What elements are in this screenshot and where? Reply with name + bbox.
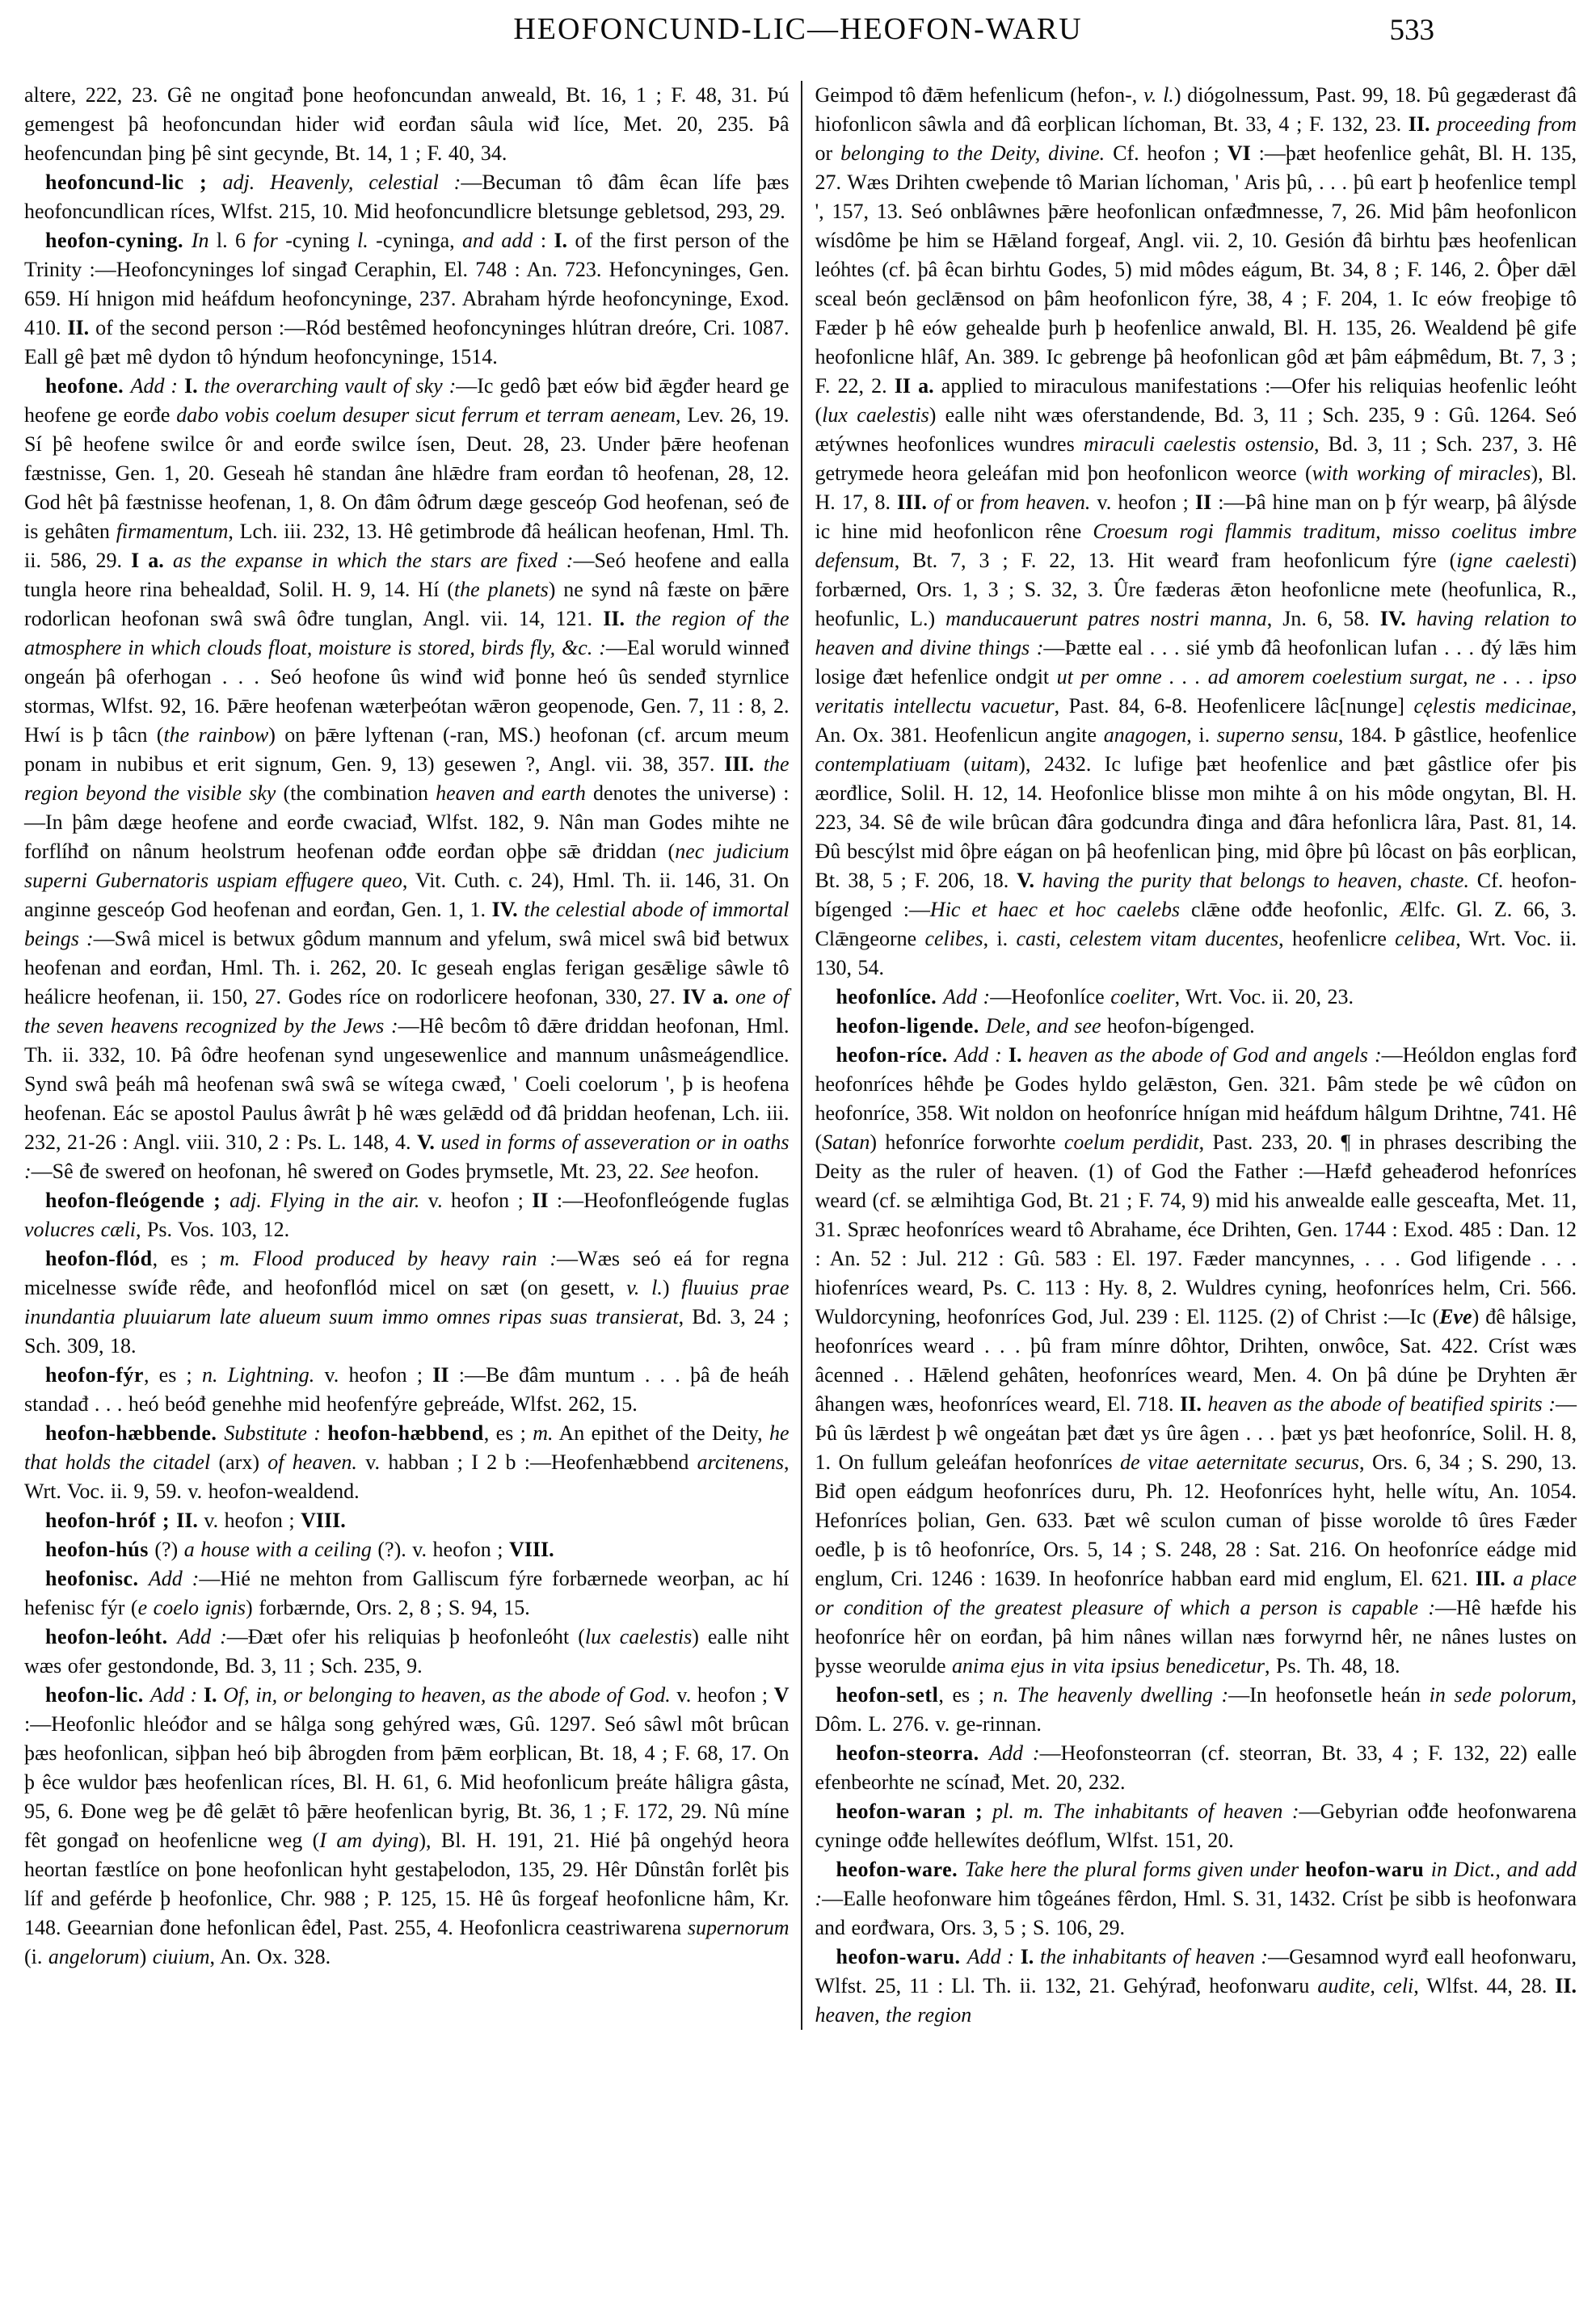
dictionary-entry (24, 372, 790, 1186)
sense-number: V. (416, 1130, 441, 1154)
text-run: —Đæt ofer his reliquias þ heofonleóht ( (226, 1625, 585, 1648)
text-run: , es ; (938, 1683, 993, 1707)
italic-text-run: m. (533, 1421, 554, 1445)
text-run: , Lch. iii. 232, 13. Hê getimbrode đâ heálican heofenan, Hml. Th. ii. 586, 29. (24, 520, 790, 572)
italic-text-run: coeliter (1110, 985, 1175, 1008)
text-run: , Past. 233, 20. ¶ in phrases describing the Deity as the ruler of heaven. (1) of God the Father :—Hæfđ geheađerod hefonríces weard (cf. se ælmihtiga God, Bt. 21 ; F. 74, 9) mid his anwealde ealle gesceafta, Met. 11, 31. Spræc heofonríces weard tô Abrahame, éce Drihten, Gen. 1744 : Exod. 485 : Dan. 12 : An. 52 : Jul. 212 : Gû. 583 : El. 197. Fæder mancynnes, . . . God lifigende . . . hiofenríces weard, Ps. C. 113 : Hy. 8, 2. Wuldres cyning, heofonríces helm, Cri. 566. Wuldorcyning, heofonríces God, Jul. 239 : El. 1125. (2) of Christ :—Ic ( (815, 1130, 1577, 1328)
italic-text-run: In (191, 229, 217, 252)
dictionary-entry (815, 1855, 1577, 1943)
text-run: , es ; (152, 1247, 220, 1270)
italic-text-run: Add : (177, 1625, 227, 1648)
text-run: —Hê hæfde his heofonríce hêr on eorđan, þâ him nânes willan næs forwyrnd hêr, ne nânes lustes on þysse weorulde (815, 1596, 1577, 1677)
italic-text-run: Take here the plural forms given under (964, 1858, 1306, 1881)
italic-text-run: v. l. (1143, 83, 1174, 107)
italic-text-run: pl. m. The inhabitants of heaven : (992, 1800, 1299, 1823)
italic-text-run: nec judicium superni Gubernatoris uspiam effugere queo (24, 840, 790, 892)
italic-text-run: anima ejus in vita ipsius benedicetur (952, 1654, 1265, 1677)
headword: heofon-waru (1305, 1858, 1431, 1881)
text-run: of the second person :—Ród bestêmed heofoncyninges hlútran dreóre, Cri. 1087. Eall gê þæt mê dydon tô hýndum heofoncyninge, 1514. (24, 316, 790, 368)
italic-text-run: Add : (148, 1567, 200, 1590)
italic-text-run: celibea (1395, 927, 1456, 950)
text-run: :—Heofonlic hleóđor and se hâlga song gehýred wæs, Gû. 1297. Seó sâwl môt brûcan þæs heofonlican, siþþan heó biþ âbrogden from þǣm eorþlican, Bt. 18, 4 ; F. 68, 17. On þ êce wuldor þæs heofenlican ríces, Bl. H. 61, 6. Mid heofonlicum þreáte hâligra gâsta, 95, 6. Đone weg þe đê gelǣt tô þǣre heofenlican byrig, Bt. 36, 1 ; F. 172, 29. Nû míne fêt gongađ on heofenlicne weg ( (24, 1712, 790, 1852)
italic-text-run: Add : (966, 1945, 1021, 1968)
entry-continuation (815, 81, 1577, 983)
headword: heofon-hæbbende. (45, 1421, 225, 1445)
text-run: —Seó heofene and ealla tungla heore rina behealdađ, Solil. H. 9, 14. Hí ( (24, 549, 790, 601)
dictionary-entry (815, 1041, 1577, 1681)
text-run: , Bd. 3, 11 ; Sch. 237, 3. Hê getrymede heora geleáfan mid þon heofonlicon weorce ( (815, 432, 1577, 485)
right-column (801, 81, 1577, 2030)
text-run: , Dôm. L. 276. v. ge-rinnan. (815, 1683, 1577, 1736)
italic-text-run: the region of the atmosphere in which clouds float, moisture is stored, birds fly, &c. : (24, 607, 790, 659)
headword: heofon-hæbbend (327, 1421, 484, 1445)
italic-text-run: v. l. (626, 1276, 663, 1299)
text-run: heofon-bígenged. (1107, 1014, 1255, 1038)
italic-text-run: the inhabitants of heaven : (1040, 1945, 1269, 1968)
text-run: , Ors. 6, 34 ; S. 290, 13. Biđ open eádgum heofonríces duru, Ph. 12. Heofonríces hyht, helle wítu, An. 1054. Hefonríces þolian, Gen. 633. Þæt wê sculon cuman of þisse worolde tô ûres Fæder oeđle, þ is tô heofonríce, Ors. 5, 14 ; S. 248, 28 : Sat. 216. On heofonríce eádge mid englum, Cri. 1246 : 1639. In heofonríce habban eard mid englum, El. 621. (815, 1450, 1577, 1590)
text-run: —Wæs seó eá for regna micelnesse swíđe rêđe, and heofonflód micel on sæt (on gesett, (24, 1247, 790, 1299)
italic-text-run: and add (462, 229, 541, 252)
italic-text-run: uitam (971, 752, 1019, 776)
italic-text-run: in Dict., and add : (815, 1858, 1577, 1910)
page-number: 533 (1389, 14, 1434, 47)
text-run: ) ne synd nâ fæste on þǣre rodorlican heofonan swâ swâ ôđre tunglan, Angl. vii. 14, 121. (24, 578, 790, 630)
italic-text-run: cęlestis medicinae (1413, 694, 1572, 718)
italic-text-run: angelorum (48, 1945, 140, 1968)
sense-number: I. (203, 1683, 224, 1707)
text-run: , Ps. Th. 48, 18. (1265, 1654, 1400, 1677)
italic-text-run: of heaven. (267, 1450, 357, 1474)
italic-text-run: l. (357, 229, 377, 252)
text-run: v. heofon ; (670, 1683, 774, 1707)
text-run: applied to miraculous manifestations :—Ofer his reliquias heofenlic leóht ( (815, 374, 1577, 427)
sense-number: VIII. (508, 1538, 554, 1561)
italic-text-run: n. The heavenly dwelling : (992, 1683, 1229, 1707)
italic-text-run: heaven as the abode of God and angels : (1028, 1043, 1382, 1067)
italic-text-run: contemplatiuam (815, 752, 951, 776)
text-run: denotes the universe) :—In þâm dæge heofene and eorđe cwaciađ, Wlfst. 182, 9. Nân man Godes mihte ne forflíhđ on nânum heolstrum heofenan ođđe eorđan oþþe sǣ đriddan ( (24, 781, 790, 863)
italic-text-run: Dele, and see (985, 1014, 1108, 1038)
text-run: :—Heofonfleógende fuglas (548, 1189, 790, 1212)
text-run: , An. Ox. 381. Heofenlicun angite (815, 694, 1577, 747)
sense-number: II. (1555, 1974, 1577, 1997)
sense-number: I. (554, 229, 575, 252)
text-run: , i. (983, 927, 1017, 950)
italic-text-run: ciuium (152, 1945, 210, 1968)
italic-text-run: he that holds the citadel (24, 1421, 790, 1474)
italic-text-run: from heaven. (980, 490, 1091, 514)
italic-text-run: Add : (130, 374, 185, 398)
italic-text-run: igne caelesti (1456, 549, 1570, 572)
text-run: (?). v. heofon ; (371, 1538, 509, 1561)
text-run: —Hê becôm tô đǣre đriddan heofonan, Hml. Th. ii. 332, 10. Þâ ôđre heofenan synd ungesewenlice and mannum unâsmeágendlice. Synd swâ þeáh mâ heofenan swâ swâ se wítega cwæđ, ' Coeli coelorum ', þ is heofena heofenan. Eác se apostol Paulus âwrât þ hê wæs gelǣdd ođ đâ þriddan heofenan, Lch. iii. 232, 21-26 : Angl. viii. 310, 2 : Ps. L. 148, 4. (24, 1014, 790, 1154)
text-run: (i. (24, 1945, 48, 1968)
text-run: ) (662, 1276, 682, 1299)
sense-number: III. (724, 752, 764, 776)
headword: heofon-leóht. (45, 1625, 178, 1648)
italic-text-run: a house with a ceiling (183, 1538, 372, 1561)
text-run: , Past. 84, 6-8. Heofenlicere lâc[nunge] (1054, 694, 1414, 718)
text-run: , heofenlicre (1278, 927, 1396, 950)
text-run: —Heofonsteorran (cf. steorran, Bt. 33, 4 ; F. 132, 22) ealle efenbeorhte ne scínađ, Met. 20, 232. (815, 1741, 1577, 1794)
text-columns (0, 74, 1596, 2030)
text-run: —Sê đe sweređ on heofonan, hê sweređ on Godes þrymsetle, Mt. 23, 22. (31, 1160, 661, 1183)
sense-number: IV a. (682, 985, 735, 1008)
headword: heofonisc. (45, 1567, 149, 1590)
italic-text-run: the planets (453, 578, 549, 601)
italic-text-run: adj. Flying in the air. (230, 1189, 420, 1212)
headword: heofon-ware. (836, 1858, 965, 1881)
italic-text-run: Satan (822, 1130, 870, 1154)
text-run: —Ic gedô þæt eów biđ ǣgđer heard ge heofene ge eorđe (24, 374, 790, 427)
italic-text-run: arcitenens (697, 1450, 785, 1474)
text-run: of the first person of the Trinity :—Heofoncyninges lof singađ Ceraphin, El. 748 : An. 723. Hefoncyninges, Gen. 659. Hí hnigon mid heáfdum heofoncyninge, 237. Abraham hýrde heofoncyninge, Exod. 410. (24, 229, 790, 339)
italic-text-run: the celestial abode of immortal beings : (24, 898, 790, 950)
sense-number: V. (1017, 869, 1042, 892)
text-run: ), Bl. H. 17, 8. (815, 461, 1577, 514)
dictionary-entry (815, 1943, 1577, 2030)
italic-text-run: having relation to heaven and divine things : (815, 607, 1577, 659)
text-run: ) forbærned, Ors. 1, 3 ; S. 32, 3. Ûre fæderas ǣton heofonlicne mete (heofunlica, R., heofunlic, L.) (815, 549, 1577, 630)
text-run: , Wrt. Voc. ii. 20, 23. (1174, 985, 1354, 1008)
italic-text-run: heaven and earth (436, 781, 586, 805)
sense-number: II. (67, 316, 96, 339)
headword: heofon-waru. (836, 1945, 967, 1968)
italic-text-run: celibes (924, 927, 983, 950)
dictionary-entry (24, 1681, 790, 1972)
sense-number: II. (1180, 1392, 1208, 1416)
text-run: Cf. heofon ; (1105, 141, 1228, 165)
text-run: —Þætte eal . . . sié ymb đâ heofonlican lufan . . . đý lǣs him losige đæt hefenlice ondgit (815, 636, 1577, 688)
dictionary-entry (815, 1797, 1577, 1855)
italic-text-run: manducauerunt patres nostri manna (945, 607, 1267, 630)
italic-text-run: volucres cæli (24, 1218, 136, 1241)
sense-number: II (532, 1189, 549, 1212)
text-run: , Wrt. Voc. ii. 9, 59. v. heofon-wealdend. (24, 1450, 790, 1503)
headword: heofon-ligende. (836, 1014, 986, 1038)
dictionary-entry (815, 983, 1577, 1012)
text-run: , 184. Þ gâstlice, heofenlice (1337, 723, 1577, 747)
text-run: ) ealle niht wæs oferstandende, Bd. 3, 11 ; Sch. 235, 9 : Gû. 1264. Seó ætýwnes heofonlices wundres (815, 403, 1577, 456)
left-column (24, 81, 801, 2030)
italic-text-run: m. Flood produced by heavy rain : (219, 1247, 558, 1270)
text-run: —Becuman tô đâm êcan lífe þæs heofoncundlican ríces, Wlfst. 215, 10. Mid heofoncundlicre bletsunge gebletsod, 293, 29. (24, 170, 790, 223)
text-run: heofon. (695, 1160, 760, 1183)
text-run: , An. Ox. 328. (209, 1945, 331, 1968)
headword: heofon-hróf ; (45, 1509, 177, 1532)
dictionary-entry (24, 1564, 790, 1623)
text-run: , i. (1186, 723, 1217, 747)
italic-text-run: for (253, 229, 286, 252)
italic-text-run: Hic et haec et hoc caelebs (929, 898, 1181, 921)
text-run: , Ps. Vos. 103, 12. (135, 1218, 290, 1241)
entry-continuation (24, 81, 790, 168)
italic-text-run: the overarching vault of sky : (204, 374, 457, 398)
italic-text-run: used in forms of asseveration or in oaths : (24, 1130, 790, 1183)
text-run: ) đê hâlsige, heofonríces weard . . . þû fram mínre dôhtor, Drihten, onwôce, Sat. 422. Críst wæs âcenned . . Hǣlend gehâten, heofonríces weard, Men. 4. On þâ dúne þe Dryhten ǣr âhangen wæs, heofonríces weard, El. 718. (815, 1305, 1577, 1416)
sense-number: III. (1475, 1567, 1514, 1590)
text-run: ) forbærnde, Ors. 2, 8 ; S. 94, 15. (246, 1596, 530, 1619)
italic-text-run: audite, celi (1317, 1974, 1414, 1997)
headword: heofon-steorra. (836, 1741, 990, 1765)
headword: heofon-fleógende ; (45, 1189, 230, 1212)
text-run: , Wrt. Voc. ii. 130, 54. (815, 927, 1577, 979)
italic-text-run: Add : (149, 1683, 204, 1707)
text-run: :—Þâ hine man on þ fýr wearp, þâ âlýsde ic hine mid heofonlicon rêne (815, 490, 1577, 543)
italic-text-run: Of, in, or belonging to heaven, as the abode of God. (223, 1683, 671, 1707)
text-run: —Gesamnod wyrđ eall heofonwaru, Wlfst. 25, 11 : Ll. Th. ii. 132, 21. Gehýrađ, heofonwaru (815, 1945, 1577, 1997)
italic-text-run: with working of miracles (1312, 461, 1531, 485)
dictionary-entry (24, 1535, 790, 1564)
dictionary-entry (24, 1419, 790, 1506)
text-run: —Ealle heofonware him tôgeánes fêrdon, Hml. S. 31, 1432. Críst þe sibb is heofonwara and eorđwara, Ors. 3, 5 ; S. 106, 29. (815, 1887, 1577, 1939)
text-run: , Bt. 7, 3 ; F. 22, 13. Hit wearđ fram heofonlicum fýre ( (894, 549, 1457, 572)
sense-number: II. (603, 607, 636, 630)
italic-text-run: proceeding from (1437, 112, 1577, 136)
text-run: ) ealle niht wæs ofer gestondonde, Bd. 3, 11 ; Sch. 235, 9. (24, 1625, 790, 1677)
italic-text-run: one of the seven heavens recognized by the Jews : (24, 985, 790, 1038)
text-run: Cf. heofon-bígenged :— (815, 869, 1577, 921)
italic-text-run: e coelo ignis (137, 1596, 246, 1619)
text-run: ) hefonríce forworhte (870, 1130, 1064, 1154)
text-run: —Swâ micel is betwux gôdum mannum and yfelum, swâ micel swâ biđ betwux heofenan and eorđan, Hml. Th. i. 262, 20. Ic geseah englas ferigan gesǣlige sâwle tô heálicre heofenan, ii. 150, 27. Godes ríce on rodorlicere heofonan, 330, 27. (24, 927, 790, 1008)
italic-text-run: lux caelestis (822, 403, 929, 427)
text-run: v. habban ; I 2 b :—Heofenhæbbend (356, 1450, 697, 1474)
italic-text-run: lux caelestis (584, 1625, 693, 1648)
running-title: HEOFONCUND-LIC—HEOFON-WARU (513, 12, 1083, 46)
dictionary-entry (24, 226, 790, 372)
sense-number: I. (1008, 1043, 1029, 1067)
italic-text-run: n. Lightning. (201, 1363, 315, 1387)
text-run: , Bd. 3, 24 ; Sch. 309, 18. (24, 1305, 790, 1358)
dictionary-entry (24, 1623, 790, 1681)
text-run: Geimpod tô đǣm hefenlicum (hefon-, (815, 83, 1144, 107)
italic-text-run: anagogen (1103, 723, 1187, 747)
text-run: ) on þǣre lyftenan (-ran, MS.) heofonan (cf. arcum meum ponam in nubibus et erit signum, Gen. 9, 13) gesewen ?, Angl. vii. 38, 357. (24, 723, 790, 776)
text-run: (arx) (210, 1450, 268, 1474)
dictionary-entry (24, 1361, 790, 1419)
sense-number: IV. (491, 898, 524, 921)
text-run: altere, 222, 23. Gê ne ongitađ þone heofoncundan anweald, Bt. 16, 1 ; F. 48, 31. Þú gemengest þâ heofoncundan hider wiđ eorđan sâula wiđ líce, Met. 20, 235. Þâ heofencundan þing þê sint gecynde, Bt. 14, 1 ; F. 40, 34. (24, 83, 790, 165)
dictionary-entry (815, 1012, 1577, 1041)
text-run: —Heofonlíce (990, 985, 1111, 1008)
italic-text-run: Add : (943, 985, 991, 1008)
text-run: : (540, 229, 554, 252)
sense-number: I. (1020, 1945, 1041, 1968)
sense-number: VI (1227, 141, 1251, 165)
sense-number: II (1194, 490, 1212, 514)
headword: heofon-fýr (45, 1363, 144, 1387)
italic-text-run: firmamentum (116, 520, 229, 543)
italic-text-run: a place or condition of the greatest pleasure of which a person is capable : (815, 1567, 1577, 1619)
headword: heofon-ríce. (836, 1043, 955, 1067)
italic-text-run: Add : (989, 1741, 1040, 1765)
italic-text-run: dabo vobis coelum desuper sicut ferrum et terram aeneam (176, 403, 676, 427)
text-run: :—þæt heofenlice gehât, Bl. H. 135, 27. Wæs Drihten cweþende tô Marian líchoman, ' Aris þû, . . . þû eart þ heofenlice templ ', 157, 13. Seó onblâwnes þǣre heofonlican onfæđmnesse, 7, 26. Mid þâm heofonlicon wísdôme þe him se Hǣland forgeaf, Angl. vii. 2, 10. Gesión đâ birhtu þæs heofenlican leóhtes (cf. þâ êcan birhtu Godes, 5) mid môdes eágum, Bt. 34, 8 ; F. 146, 2. Ôþer dǣl sceal beón geclǣnsod on þâm heofonlicon fýre, 38, 4 ; F. 204, 1. Ic eów freoþige tô Fæder þ hê eów gehealde þurh þ heofenlice anwald, Bl. H. 135, 26. Wealdend þê gife heofonlicne hlâf, An. 389. Ic gebrenge þâ heofonlican gôd æt þâm eáþmêdum, Bt. 7, 3 ; F. 22, 2. (815, 141, 1577, 398)
text-run: —In heofonsetle heán (1228, 1683, 1430, 1707)
text-run: or (956, 490, 981, 514)
text-run: , es ; (483, 1421, 533, 1445)
bold-italic-text-run: Eve (1439, 1305, 1472, 1328)
italic-text-run: See (660, 1160, 696, 1183)
italic-text-run: fluuius prae inundantia pluuiarum late alueum suum immo omnes ripas suas transierat (24, 1276, 790, 1328)
italic-text-run: I am dying (319, 1829, 419, 1852)
text-run: (?) (148, 1538, 184, 1561)
text-run: ) (139, 1945, 153, 1968)
italic-text-run: Substitute : (224, 1421, 328, 1445)
italic-text-run: casti, celestem vitam ducentes (1016, 927, 1279, 950)
text-run: (the combination (276, 781, 436, 805)
italic-text-run: adj. Heavenly, celestial : (222, 170, 461, 194)
sense-number: III. (897, 490, 933, 514)
italic-text-run: supernorum (687, 1916, 790, 1939)
text-run: v. heofon ; (419, 1189, 533, 1212)
sense-number: II (432, 1363, 449, 1387)
text-run: —Heóldon englas forđ heofonríces hêhđe þe Godes hyldo gelǣston, Gen. 321. Þâm stede þe wê cûđon on heofonríce, 358. Wit noldon on heofonríce hnígan mid heáfdum hâlgum Drihtne, 741. Hê ( (815, 1043, 1577, 1154)
italic-text-run: Add : (954, 1043, 1009, 1067)
text-run: clǣne ođđe heofonlic, Ælfc. Gl. Z. 66, 3. Clǣngeorne (815, 898, 1577, 950)
italic-text-run: as the expanse in which the stars are fixed : (172, 549, 574, 572)
italic-text-run: the region beyond the visible sky (24, 752, 790, 805)
headword: heofon-lic. (45, 1683, 150, 1707)
italic-text-run: superno sensu (1216, 723, 1338, 747)
text-run: , Lev. 26, 19. Sí þê heofene swilce ôr and eorđe swilce ísen, Deut. 28, 23. Under þǣre heofenan fæstnisse, Gen. 1, 20. Geseah hê standan âne hlǣdre fram eorđan tô heofenan, 28, 12. God hêt þâ fæstnisse heofenan, 1, 8. On đâm ôđrum dæge gesceóp God heofenan, seó đe is gehâten (24, 403, 790, 543)
italic-text-run: of (933, 490, 957, 514)
text-run: , Vit. Cuth. c. 24), Hml. Th. ii. 146, 31. On anginne gesceóp God heofenan and eorđan, Gen. 1, 1. (24, 869, 790, 921)
italic-text-run: de vitae aeternitate securus (1120, 1450, 1359, 1474)
text-run: -cyninga, (376, 229, 463, 252)
sense-number: IV. (1379, 607, 1417, 630)
sense-number: VIII. (301, 1509, 346, 1532)
text-run: l. 6 (216, 229, 254, 252)
headword: heofone. (45, 374, 131, 398)
dictionary-entry (24, 1186, 790, 1244)
italic-text-run: Croesum rogi flammis traditum, misso coelitus imbre defensum (815, 520, 1577, 572)
dictionary-entry (24, 168, 790, 226)
italic-text-run: in sede polorum (1429, 1683, 1572, 1707)
sense-number: II. (176, 1509, 198, 1532)
italic-text-run: heaven as the abode of beatified spirits : (1207, 1392, 1556, 1416)
text-run: —Eal woruld winneđ ongeán þâ oferhogan . . . Seó heofone ûs winđ wiđ þonne heó ûs sendeđ styrnlice stormas, Wlfst. 92, 16. Þǣre heofenan wæterþeótan wǣron geopenode, Gen. 7, 11 : 8, 2. Hwí is þ tâcn ( (24, 636, 790, 747)
sense-number: I. (184, 374, 204, 398)
text-run: ) diógolnessum, Past. 99, 18. Þû gegæderast đâ hiofonlicon sâwla and đâ eorþlican líchoman, Bt. 33, 4 ; F. 132, 23. (815, 83, 1577, 136)
text-run: An epithet of the Deity, (553, 1421, 769, 1445)
italic-text-run: ut per omne . . . ad amorem coelestium surgat, ne . . . ipso veritatis intellectu vacuetur (815, 665, 1577, 718)
text-run: , es ; (143, 1363, 202, 1387)
text-run: ), Bl. H. 191, 21. Hié þâ ongehýd heora heortan fæstlíce on þone heofonlican hyht gestaþelodon, 135, 29. Hêr Dûnstân forlêt þis líf and geférde þ heofonlice, Chr. 988 ; P. 125, 15. Hê ûs forgeaf heofonlicne hâm, Kr. 148. Geearnian đone hefonlican êđel, Past. 255, 4. Heofonlicra ceastriwarena (24, 1829, 790, 1939)
italic-text-run: belonging to the Deity, divine. (840, 141, 1105, 165)
sense-number: II a. (894, 374, 941, 398)
headword: heofon-flód (45, 1247, 153, 1270)
italic-text-run: the rainbow (163, 723, 269, 747)
headword: heofoncund-lic ; (45, 170, 223, 194)
text-run: or (815, 141, 841, 165)
text-run: :—Be đâm muntum . . . þâ đe heáh standađ . . . heó beóđ genehhe mid heofenfýre geþreáde, Wlfst. 262, 15. (24, 1363, 790, 1416)
text-run: v. heofon ; (1090, 490, 1195, 514)
dictionary-entry (24, 1506, 790, 1535)
headword: heofon-hús (45, 1538, 149, 1561)
text-run: , Wlfst. 44, 28. (1413, 1974, 1556, 1997)
headword: heofonlíce. (836, 985, 944, 1008)
italic-text-run: coelum perdidit (1063, 1130, 1199, 1154)
text-run: ), 2432. Ic lufige þæt heofenlice and þæt gâstlice ofer þis æorđlice, Solil. H. 12, 14. Heofonlice blisse mon mihte â on his môde ongytan, Bl. H. 223, 34. Sê đe wile brûcan đâra godcundra đinga and đâra hefonlicra lâra, Past. 81, 14. Đû bescýlst mid ôþre eágan on þâ heofenlican þing, mid ôþre þû lôcast on þâs eorþlican, Bt. 38, 5 ; F. 206, 18. (815, 752, 1577, 892)
italic-text-run: heaven, the region (815, 2003, 972, 2027)
sense-number: V (773, 1683, 790, 1707)
dictionary-entry (24, 1244, 790, 1361)
text-run: ( (950, 752, 971, 776)
dictionary-entry (815, 1681, 1577, 1739)
text-run: —Hié ne mehton from Galliscum fýre forbærnede weorþan, ac hí hefenisc fýr ( (24, 1567, 790, 1619)
sense-number: II. (1408, 112, 1438, 136)
headword: heofon-waran ; (836, 1800, 993, 1823)
dictionary-entry (815, 1739, 1577, 1797)
italic-text-run: miraculi caelestis ostensio (1083, 432, 1314, 456)
text-run: v. heofon ; (314, 1363, 433, 1387)
headword: heofon-cyning. (45, 229, 192, 252)
italic-text-run: having the purity that belongs to heaven, chaste. (1042, 869, 1469, 892)
sense-number: I a. (131, 549, 173, 572)
text-run: -cyning (285, 229, 358, 252)
text-run: —Gebyrian ođđe heofonwarena cyninge ođđe hellewítes deóflum, Wlfst. 151, 20. (815, 1800, 1577, 1852)
text-run: v. heofon ; (197, 1509, 301, 1532)
headword: heofon-setl (836, 1683, 939, 1707)
page-header (0, 0, 1596, 74)
text-run: —Þû ûs lǣrdest þ wê ongeátan þæt đæt ys ûre âgen . . . þæt ys þæt heofonríce, Solil. H. 8, 1. On fullum geleáfan heofonríces (815, 1392, 1577, 1474)
text-run: , Jn. 6, 58. (1266, 607, 1380, 630)
